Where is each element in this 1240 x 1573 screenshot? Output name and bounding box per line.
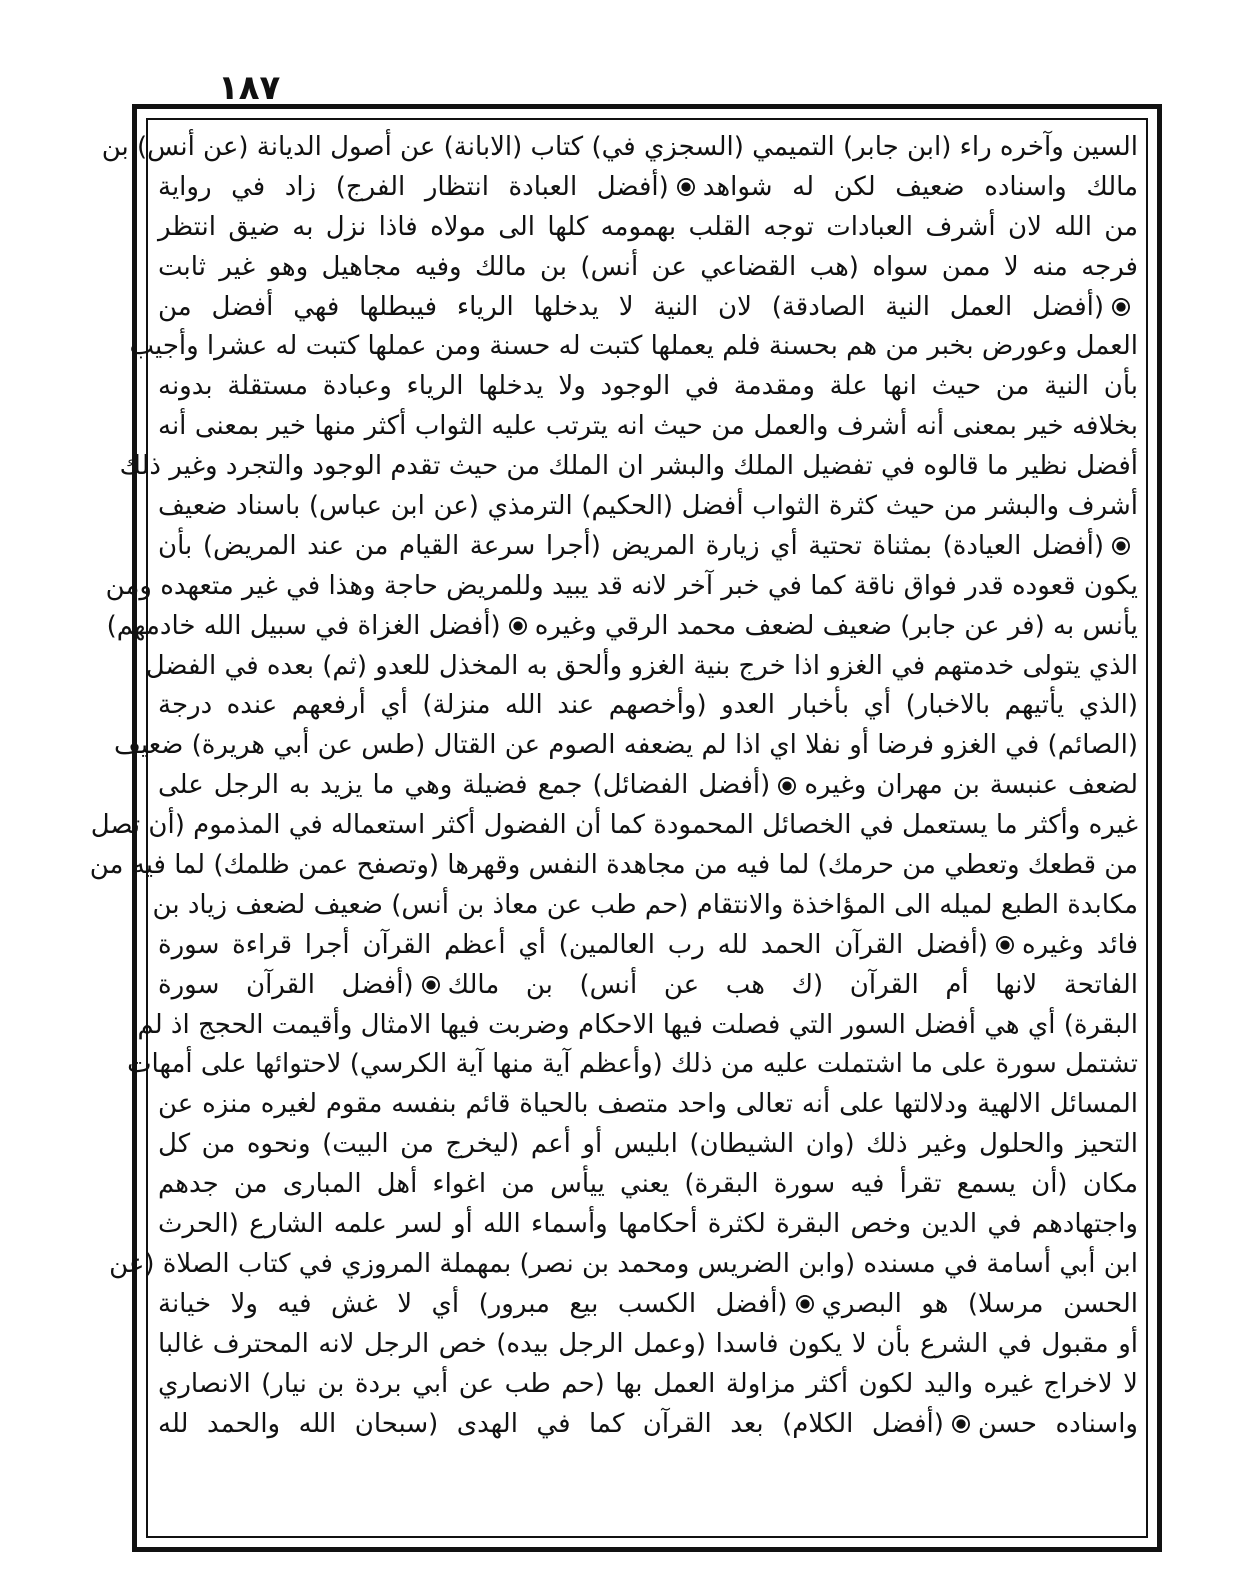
line-text: من قطعك وتعطي من حرمك) لما فيه من مجاهدة النفس وقهرها (وتصفح عمن ظلمك) لما فيه من <box>89 850 1138 881</box>
text-line <box>152 248 1144 288</box>
line-text: البقرة) أي هي أفضل السور التي فصلت فيها الاحكام وضربت فيها الامثال وأقيمت الحجج اذ لم <box>137 1009 1138 1040</box>
line-text: ابن أبي أسامة في مسنده (وابن الضريس ومحمد بن نصر) بمهملة المروزي في كتاب الصلاة (عن <box>109 1248 1138 1279</box>
line-text-heading: (أفضل العبادة انتظار الفرج) زاد في رواية <box>158 171 669 202</box>
line-text: مكان (أن يسمع تقرأ فيه سورة البقرة) يعني ييأس من اغواء أهل المبارى من جدهم <box>158 1169 1138 1200</box>
line-text: تشتمل سورة على ما اشتملت عليه من ذلك (وأعظم آية منها آية الكرسي) لاحتوائها على أمهات <box>127 1049 1138 1080</box>
flower-ornament-icon <box>796 1295 814 1313</box>
line-text: لا لاخراج غيره واليد لكون أكثر مزاولة العمل بها (حم طب عن أبي بردة بن نيار) الانصاري <box>158 1368 1138 1399</box>
line-text: واجتهادهم في الدين وخص البقرة لكثرة أحكامها وأسماء الله أو لسر علمه الشارع (الحرث <box>158 1209 1138 1240</box>
flower-ornament-icon <box>677 178 695 196</box>
line-text: الفاتحة لانها أم القرآن (ك هب عن أنس) بن مالك <box>447 969 1138 1000</box>
text-line <box>113 726 1144 766</box>
text-line <box>101 128 1144 168</box>
text-line <box>152 886 1144 926</box>
line-text-heading: (أفضل الكلام) بعد القرآن كما في الهدى (سبحان الله والحمد لله <box>158 1408 944 1439</box>
line-text: لضعف عنبسة بن مهران وغيره <box>804 770 1138 801</box>
line-text: أشرف والبشر من حيث كثرة الثواب أفضل (الحكيم) الترمذي (عن ابن عباس) باسناد ضعيف <box>158 491 1138 522</box>
text-line <box>137 1006 1144 1046</box>
line-text: يأنس به (فر عن جابر) ضعيف لضعف محمد الرقي وغيره <box>534 610 1138 641</box>
page-number: ١٨٧ <box>218 68 281 108</box>
flower-ornament-icon <box>996 936 1014 954</box>
text-line <box>152 966 1144 1006</box>
line-text: أفضل نظير ما قالوه في تفضيل الملك والبشر ان الملك من حيث تقدم الوجود والتجرد وغير ذلك <box>119 451 1138 482</box>
text-line <box>90 806 1144 846</box>
line-text-heading: (أفضل العيادة) بمثناة تحتية أي زيارة المريض (أجرا سرعة القيام من عند المريض) بأن <box>158 530 1104 561</box>
text-line <box>152 686 1144 726</box>
line-text: بأن النية من حيث انها علة ومقدمة في الوجود ولا يدخلها الرياء وعبادة مستقلة بدونه <box>158 371 1138 402</box>
text-line <box>89 846 1144 886</box>
line-text: يكون قعوده قدر فواق ناقة كما في خبر آخر لانه قد يبيد وللمريض حاجة وهذا في غير متعهده ومن <box>105 570 1138 601</box>
line-text: واسناده حسن <box>977 1408 1138 1439</box>
line-text: غيره وأكثر ما يستعمل في الخصائل المحمودة كما أن الفضول أكثر استعماله في المذموم (أن تصل <box>90 810 1138 841</box>
line-text-heading: (أفضل القرآن الحمد لله رب العالمين) أي أعظم القرآن أجرا قراءة سورة <box>158 929 989 960</box>
flower-ornament-icon <box>422 976 440 994</box>
line-text: مكابدة الطبع لميله الى المؤاخذة والانتقام (حم طب عن معاذ بن أنس) ضعيف لضعف زياد بن <box>152 889 1138 920</box>
text-line <box>152 407 1144 447</box>
line-text-heading: (أفضل الغزاة في سبيل الله خادمهم) <box>106 610 501 641</box>
text-line <box>152 168 1144 208</box>
flower-ornament-icon <box>1112 537 1130 555</box>
text-line <box>129 327 1144 367</box>
line-text-heading: (أفضل الفضائل) جمع فضيلة وهي ما يزيد به الرجل على <box>158 770 771 801</box>
text-line <box>152 208 1144 248</box>
text-line <box>152 1325 1144 1365</box>
flower-ornament-icon <box>1112 298 1130 316</box>
text-line <box>152 487 1144 527</box>
line-text: بخلافه خير بمعنى أنه أشرف والعمل من حيث انه يترتب عليه الثواب أكثر منها خير بمعنى أنه <box>158 411 1138 442</box>
flower-ornament-icon <box>509 617 527 635</box>
line-text: الحسن مرسلا) هو البصري <box>821 1288 1138 1319</box>
line-text-heading: (أفضل الكسب بيع مبرور) أي لا غش فيه ولا خيانة <box>158 1288 788 1319</box>
line-text-heading: (أفضل القرآن سورة <box>158 969 414 1000</box>
text-line <box>145 647 1144 687</box>
line-text: من الله لان أشرف العبادات توجه القلب بهمومه كلها الى مولاه فاذا نزل به ضيق انتظر <box>158 211 1138 242</box>
text-line <box>152 926 1144 966</box>
text-line <box>152 1365 1144 1405</box>
line-text: (الذي يأتيهم بالاخبار) أي بأخبار العدو (وأخصهم عند الله منزلة) أي أرفعهم عنده درجة <box>158 690 1138 721</box>
text-line <box>109 1245 1144 1285</box>
line-text: العمل وعورض بخبر من هم بحسنة فلم يعملها كتبت له حسنة ومن عملها كتبت له عشرا وأجيب <box>129 331 1138 362</box>
line-text: (الصائم) في الغزو فرضا أو نفلا اي اذا لم يضعفه الصوم عن القتال (طس عن أبي هريرة) ضعيف <box>113 730 1138 761</box>
text-block <box>89 128 1144 1533</box>
text-line <box>152 527 1144 567</box>
text-line <box>152 367 1144 407</box>
line-text: مالك واسناده ضعيف لكن له شواهد <box>702 171 1138 202</box>
text-line <box>152 288 1144 328</box>
text-line <box>119 447 1144 487</box>
text-line <box>152 1085 1144 1125</box>
text-line <box>152 1285 1144 1325</box>
line-text: الذي يتولى خدمتهم في الغزو اذا خرج بنية الغزو وألحق به المخذل للعدو (ثم) بعده في الفضل <box>145 650 1138 681</box>
text-line <box>152 1205 1144 1245</box>
text-line <box>105 567 1144 607</box>
line-text: السين وآخره راء (ابن جابر) التميمي (السجزي في) كتاب (الابانة) عن أصول الديانة (عن أنس) بن <box>101 132 1138 162</box>
text-line <box>106 607 1144 647</box>
text-line <box>152 1165 1144 1205</box>
text-line <box>152 766 1144 806</box>
flower-ornament-icon <box>778 777 796 795</box>
line-text: فرجه منه لا ممن سواه (هب القضاعي عن أنس) بن مالك وفيه مجاهيل وهو غير ثابت <box>158 251 1138 282</box>
flower-ornament-icon <box>952 1415 970 1433</box>
line-text: أو مقبول في الشرع بأن لا يكون فاسدا (وعمل الرجل بيده) خص الرجل لانه المحترف غالبا <box>158 1328 1138 1359</box>
line-text: التحيز والحلول وغير ذلك (وان الشيطان) ابليس أو أعم (ليخرج من البيت) ونحوه من كل <box>158 1129 1138 1160</box>
line-text-heading: (أفضل العمل النية الصادقة) لان النية لا يدخلها الرياء فيبطلها فهي أفضل من <box>158 291 1104 322</box>
text-line <box>127 1045 1144 1085</box>
text-line <box>152 1125 1144 1165</box>
text-line <box>152 1405 1144 1445</box>
line-text: المسائل الالهية ودلالتها على أنه تعالى واحد متصف بالحياة قائم بنفسه مقوم لغيره منزه عن <box>158 1089 1138 1120</box>
line-text: فائد وغيره <box>1022 929 1138 960</box>
